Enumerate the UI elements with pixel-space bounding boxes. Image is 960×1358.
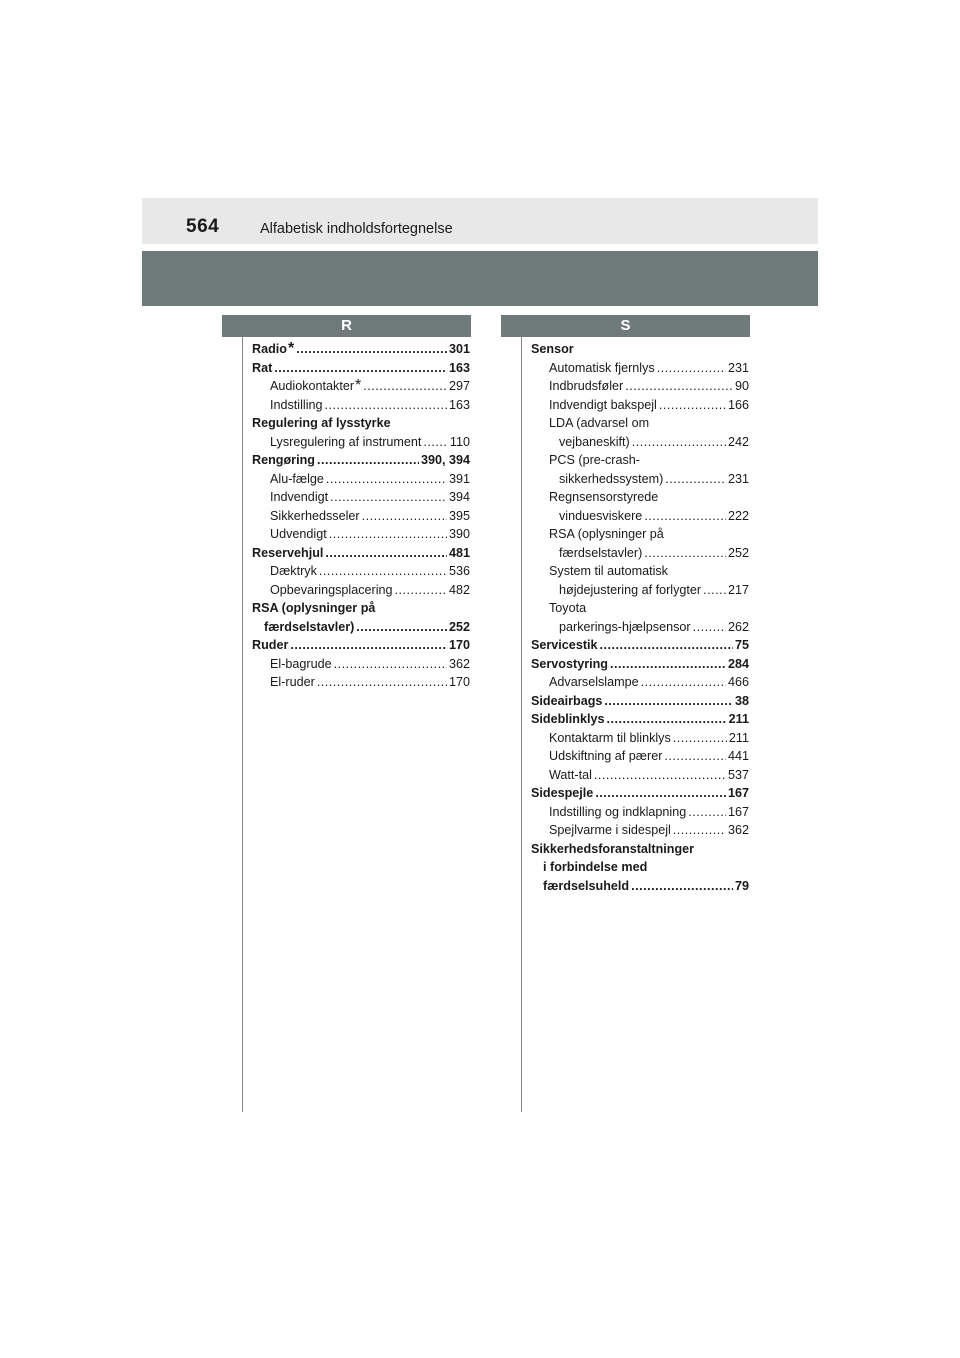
index-entry-label: Alu-fælge [270,471,324,486]
index-entry [531,377,749,396]
index-entry [531,525,749,544]
index-entry [531,840,749,859]
dot-leader [274,359,447,378]
index-entry-label: Spejlvarme i sidespejl [549,823,671,837]
dot-leader [644,507,726,526]
index-entry-page: 391 [448,471,470,486]
index-entry [252,673,470,692]
index-entry [531,451,749,470]
index-column-r [252,340,470,692]
index-entry [252,470,470,489]
dot-leader [610,655,726,674]
index-entry-label: Regulering af lysstyrke [252,416,391,430]
index-entry-label: RSA (oplysninger på [252,601,376,615]
index-entry-label: Sensor [531,342,574,356]
dot-leader [290,636,447,655]
dot-leader [644,544,726,563]
index-entry [531,655,749,674]
index-entry [252,562,470,581]
dot-leader [329,525,447,544]
index-entry-page: 301 [448,342,470,356]
index-entry [252,618,470,637]
index-entry-label: Udvendigt [270,527,327,541]
index-entry-label: højdejustering af forlygter [559,582,702,597]
index-entry-label: RSA (oplysninger på [549,527,664,541]
section-header-r: R [222,315,471,337]
dot-leader [595,784,726,803]
index-entry [531,599,749,618]
index-entry-label: Udskiftning af pærer [549,749,663,763]
index-entry-label: Indstilling [270,397,323,412]
index-entry-label: færdselsuheld [543,878,630,893]
dot-leader [632,433,726,452]
index-entry-label: Radio [252,342,287,356]
index-entry [252,488,470,507]
index-entry: Audiokontakter * ..... 297 [252,377,470,396]
index-entry [531,359,749,378]
index-entry [531,396,749,415]
index-entry-label: Dæktryk [270,564,317,578]
dot-leader [594,766,726,785]
index-entry [252,451,470,470]
index-entry-label: vejbaneskift) [559,434,630,449]
index-entry-label: Toyota [549,601,587,615]
index-entry [531,803,749,822]
index-entry [252,544,470,563]
index-entry-label: parkerings-hjælpsensor [559,619,691,634]
dot-leader [296,340,447,359]
index-entry [252,414,470,433]
index-entry-page: 170 [448,675,470,689]
index-entry [531,581,749,600]
index-entry-label: Watt-tal [549,767,592,782]
index-entry [252,433,470,452]
index-entry-page: 231 [727,471,749,486]
index-entry [252,525,470,544]
index-entry-page: 90 [734,379,749,393]
index-entry-page: 110 [449,434,470,449]
index-entry-label: Sideblinklys [531,712,605,726]
index-entry [531,766,749,785]
index-entry-label: PCS (pre-crash- [549,453,640,467]
index-entry-page: 252 [448,619,470,634]
index-entry-page: 394 [448,490,470,504]
page-number: 564 [186,216,220,237]
index-entry [531,729,749,748]
index-entry-label: El-ruder [270,675,315,689]
dot-leader [604,692,733,711]
index-entry [531,470,749,489]
index-entry-label: Sikkerhedsseler [270,508,360,523]
index-entry-page: 466 [727,675,749,689]
dot-leader [703,581,726,600]
index-entry-label: Advarselslampe [549,675,639,689]
dot-leader [665,470,726,489]
index-entry-label: Reservehjul [252,545,324,560]
dot-leader [625,377,733,396]
index-entry [531,858,749,877]
index-entry [531,507,749,526]
index-entry-page: 536 [448,564,470,578]
index-entry-label: Sideairbags [531,693,603,708]
index-entry [531,414,749,433]
index-entry-label: sikkerhedssystem) [559,471,664,486]
index-entry-page: 163 [448,360,470,375]
index-entry-page: 75 [734,638,749,652]
index-entry-label: Servostyring [531,656,608,671]
index-entry-page: 262 [727,619,749,634]
dot-leader [673,821,726,840]
index-entry-page: 217 [727,582,749,597]
dot-leader [688,803,726,822]
index-entry-label: System til automatisk [549,564,668,578]
dot-leader [326,470,447,489]
index-entry [531,877,749,896]
column-rule-right [521,337,522,1112]
index-entry-page: 252 [727,545,749,560]
section-header-s: S [501,315,750,337]
index-entry [252,581,470,600]
index-entry [252,507,470,526]
index-entry [252,599,470,618]
index-entry-label: El-bagrude [270,656,332,671]
dot-leader [395,581,447,600]
index-entry-label: Sidespejle [531,786,594,800]
index-entry-page: 79 [734,878,749,893]
index-entry-page: 163 [448,397,470,412]
index-entry-page: 441 [727,749,749,763]
index-entry [531,618,749,637]
dot-leader [664,747,726,766]
index-entry [252,655,470,674]
dot-leader [631,877,733,896]
index-entry-page: 481 [448,545,470,560]
index-entry-page: 395 [448,508,470,523]
dot-leader [600,636,733,655]
index-entry [531,821,749,840]
index-entry-label: Indvendigt bakspejl [549,397,657,412]
index-entry [531,710,749,729]
dot-leader [325,396,447,415]
index-entry [531,562,749,581]
index-entry [531,673,749,692]
index-entry [531,636,749,655]
dot-leader [659,396,726,415]
index-entry-label: Lysregulering af instrument [270,434,422,449]
index-entry [531,488,749,507]
dot-leader [641,673,726,692]
dot-leader [607,710,727,729]
index-entry-page: 166 [727,397,749,412]
index-entry-page: 297 [448,379,470,393]
index-entry-label: Indvendigt [270,490,329,504]
dot-leader [356,618,447,637]
index-entry [531,544,749,563]
index-entry-label: Audiokontakter [270,379,355,393]
dot-leader [325,544,447,563]
index-entry-label: Sikkerhedsforanstaltninger [531,841,695,856]
index-entry [252,359,470,378]
dot-leader [693,618,726,637]
index-entry-page: 362 [727,823,749,837]
index-entry-page: 170 [448,638,470,652]
header-band [142,198,818,244]
index-entry-page: 284 [727,656,749,671]
index-entry [252,396,470,415]
index-entry-label: Indbrudsføler [549,379,624,393]
index-entry-label: Indstilling og indklapning [549,804,687,819]
dot-leader [317,451,419,470]
dot-leader [673,729,727,748]
index-entry-page: 38 [734,693,749,708]
index-entry-page: 390 [448,527,470,541]
index-entry-page: 242 [727,434,749,449]
index-entry-label: Opbevaringsplacering [270,582,393,597]
index-entry-page: 167 [727,786,749,800]
index-entry [252,636,470,655]
index-entry-label: Automatisk fjernlys [549,360,655,375]
column-rule-left [242,337,243,1112]
index-entry-page: 231 [727,360,749,375]
index-entry [531,784,749,803]
index-entry-label: færdselstavler) [264,619,355,634]
index-entry [531,747,749,766]
index-entry-page: 537 [727,767,749,782]
index-entry-page: 482 [448,582,470,597]
index-entry-label: Rat [252,360,273,375]
index-entry: Radio * ..... 301 [252,340,470,359]
dot-leader [423,433,447,452]
index-entry-label: Kontaktarm til blinklys [549,730,671,745]
index-entry-label: i forbindelse med [543,860,648,874]
index-entry [531,340,749,359]
index-entry [531,692,749,711]
index-entry-page: 390, 394 [420,453,470,467]
index-entry [531,433,749,452]
index-column-s [531,340,749,895]
index-entry-label: LDA (advarsel om [549,416,650,430]
index-entry-page: 222 [727,508,749,523]
index-entry-label: Servicestik [531,638,598,652]
index-entry-label: Ruder [252,638,289,652]
dot-leader [330,488,447,507]
index-entry-label: Regnsensorstyrede [549,490,659,504]
index-entry-page: 362 [448,656,470,671]
dot-leader [319,562,447,581]
index-entry-label: vinduesviskere [559,508,643,523]
page-title: Alfabetisk indholdsfortegnelse [260,221,453,237]
dot-leader [363,377,447,396]
index-entry-page: 211 [728,730,749,745]
dot-leader [657,359,726,378]
dot-leader [362,507,447,526]
section-band [142,251,818,306]
index-entry-label: Rengøring [252,453,315,467]
index-entry-page: 167 [727,804,749,819]
dot-leader [334,655,447,674]
dot-leader [317,673,447,692]
index-entry-label: færdselstavler) [559,545,643,560]
index-entry-page: 211 [728,712,749,726]
